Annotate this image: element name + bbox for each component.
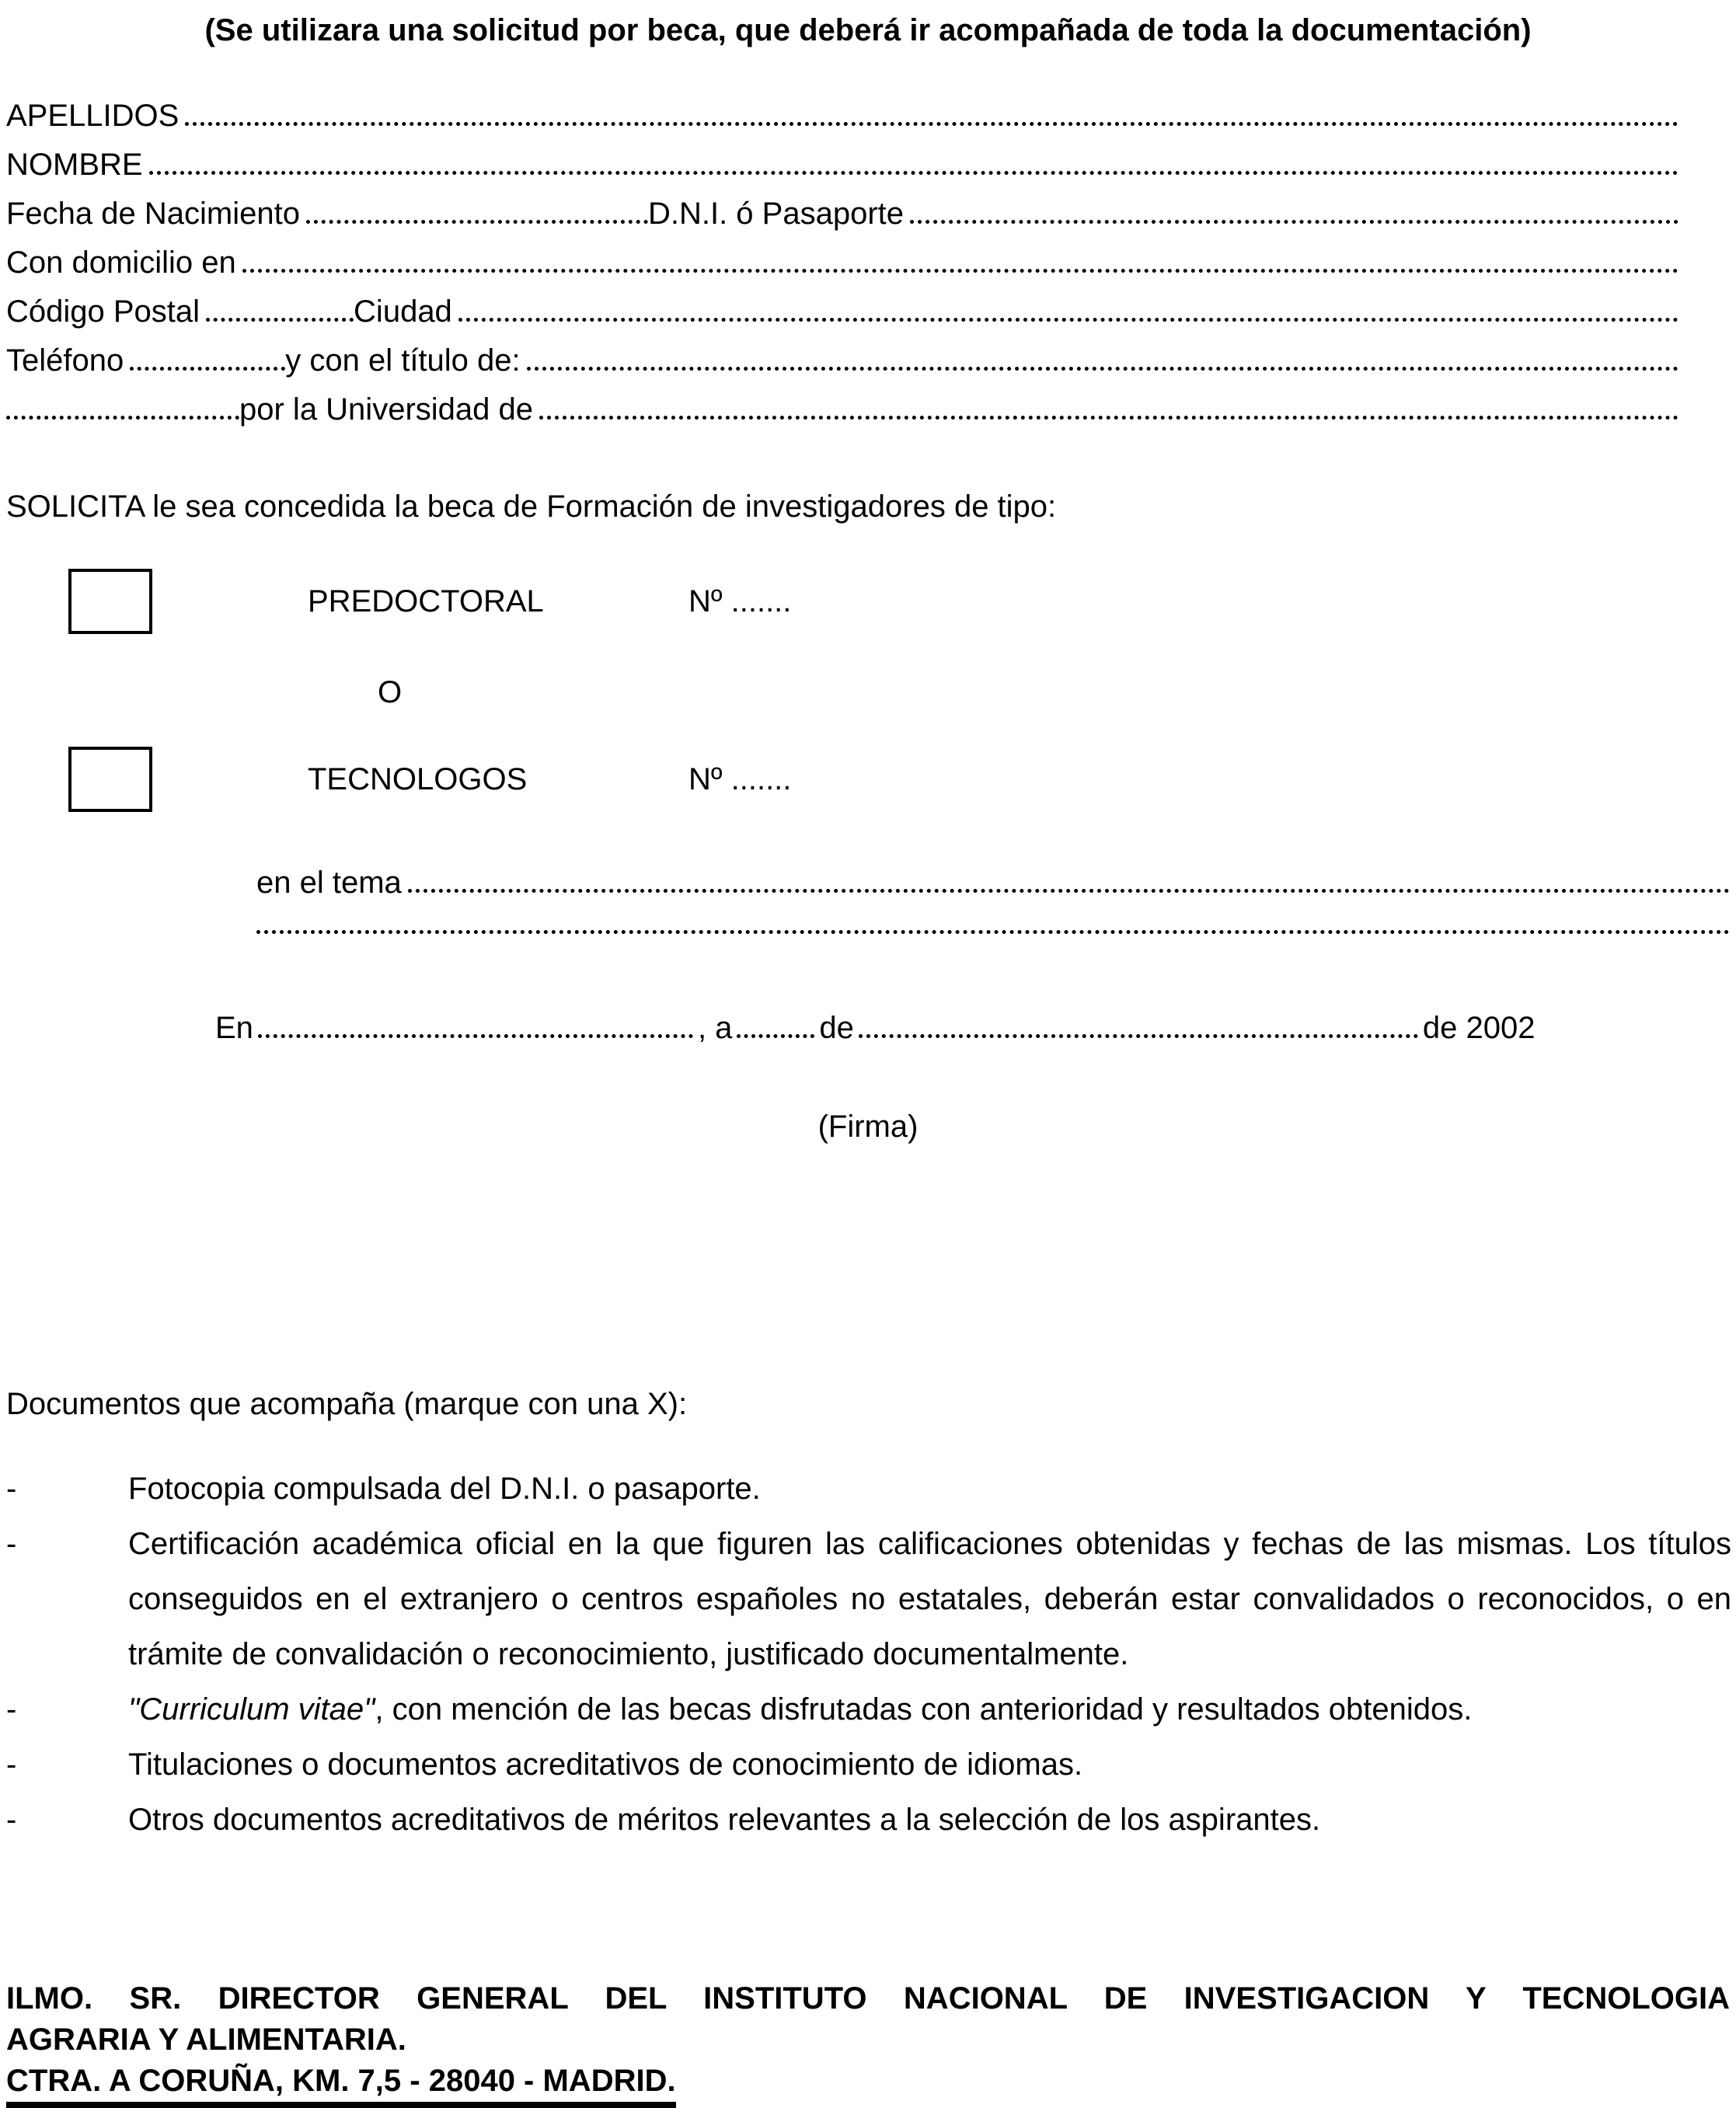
domicilio-label: Con domicilio en bbox=[6, 246, 236, 280]
tema-fill-line[interactable] bbox=[408, 887, 1730, 893]
document-item-certificacion bbox=[6, 1517, 1731, 1682]
document-item-otros bbox=[6, 1793, 1731, 1848]
day-fill-line[interactable] bbox=[737, 1032, 814, 1038]
tema-label: en el tema bbox=[256, 866, 402, 900]
document-item-fotocopia bbox=[6, 1462, 1731, 1517]
document-item-curriculum bbox=[6, 1682, 1731, 1737]
predoctoral-checkbox[interactable] bbox=[68, 569, 152, 634]
list-dash: - bbox=[6, 1527, 17, 1561]
predoctoral-option-row bbox=[68, 569, 1736, 634]
solicita-heading: SOLICITA le sea concedida la beca de Formación de investigadores de tipo: bbox=[6, 490, 1057, 524]
month-fill-line[interactable] bbox=[859, 1032, 1418, 1038]
predoctoral-numero-label[interactable]: Nº ....... bbox=[688, 584, 792, 618]
applicant-fields bbox=[6, 92, 1678, 434]
universidad-label: por la Universidad de bbox=[239, 392, 533, 427]
titulo-continued-fill-line[interactable] bbox=[6, 413, 239, 420]
ciudad-label: Ciudad bbox=[354, 294, 452, 329]
list-dash: - bbox=[6, 1692, 17, 1726]
dni-pasaporte-label: D.N.I. ó Pasaporte bbox=[647, 197, 905, 231]
document-item-text: Certificación académica oficial en la que figuren las calificaciones obtenidas y fechas de las mismas. Los títulos conseguidos en el extranjero o centros españoles no estatales, deberán estar convalidados o reconocidos, o en trámite de convalidación o reconocimiento, justificado documentalmente. bbox=[128, 1527, 1731, 1671]
tecnologos-checkbox[interactable] bbox=[68, 747, 152, 812]
document-item-text: Titulaciones o documentos acreditativos de conocimiento de idiomas. bbox=[128, 1747, 1083, 1782]
ciudad-fill-line[interactable] bbox=[458, 315, 1678, 322]
field-row-nombre bbox=[6, 141, 1678, 190]
tema-row bbox=[256, 859, 1730, 908]
place-fill-line[interactable] bbox=[258, 1032, 693, 1038]
codigo-postal-label: Código Postal bbox=[6, 294, 200, 329]
fecha-nacimiento-label: Fecha de Nacimiento bbox=[6, 197, 300, 231]
universidad-fill-line[interactable] bbox=[539, 413, 1678, 420]
date-de-label: de bbox=[819, 1011, 854, 1045]
addressee-address: CTRA. A CORUÑA, KM. 7,5 - 28040 - MADRID. bbox=[6, 2061, 676, 2108]
list-dash: - bbox=[6, 1803, 17, 1837]
field-row-telefono-titulo bbox=[6, 336, 1678, 385]
curriculum-vitae-rest: , con mención de las becas disfrutadas con anterioridad y resultados obtenidos. bbox=[375, 1692, 1473, 1726]
field-row-universidad bbox=[6, 385, 1678, 434]
date-year-label: de 2002 bbox=[1422, 1011, 1536, 1045]
fecha-nacimiento-fill-line[interactable] bbox=[306, 218, 648, 224]
nombre-fill-line[interactable] bbox=[149, 169, 1678, 175]
titulo-fill-line[interactable] bbox=[527, 364, 1678, 371]
nombre-label: NOMBRE bbox=[6, 148, 143, 182]
telefono-label: Teléfono bbox=[6, 343, 124, 378]
form-title: (Se utilizara una solicitud por beca, que deberá ir acompañada de toda la documentación) bbox=[204, 13, 1532, 47]
domicilio-fill-line[interactable] bbox=[242, 267, 1678, 273]
field-row-domicilio bbox=[6, 239, 1678, 287]
addressee-line-2: AGRARIA Y ALIMENTARIA. bbox=[6, 2023, 406, 2057]
predoctoral-label: PREDOCTORAL bbox=[308, 584, 544, 618]
list-dash: - bbox=[6, 1472, 17, 1506]
documents-heading: Documentos que acompaña (marque con una X): bbox=[6, 1387, 688, 1421]
tecnologos-label: TECNOLOGOS bbox=[308, 761, 528, 796]
apellidos-label: APELLIDOS bbox=[6, 99, 180, 133]
tema-fill-line-2[interactable] bbox=[256, 928, 1730, 934]
field-row-apellidos bbox=[6, 92, 1678, 141]
list-dash: - bbox=[6, 1747, 17, 1782]
tecnologos-option-row bbox=[68, 747, 1736, 812]
curriculum-vitae-italic: "Curriculum vitae" bbox=[128, 1692, 375, 1726]
document-item-text: Fotocopia compulsada del D.N.I. o pasaporte. bbox=[128, 1472, 761, 1506]
or-separator: O bbox=[378, 675, 403, 709]
document-item-text bbox=[128, 1682, 1731, 1737]
document-item-titulaciones bbox=[6, 1737, 1731, 1793]
documents-list bbox=[6, 1462, 1731, 1848]
dni-pasaporte-fill-line[interactable] bbox=[910, 218, 1678, 224]
codigo-postal-fill-line[interactable] bbox=[206, 315, 354, 322]
addressee-line-1: ILMO. SR. DIRECTOR GENERAL DEL INSTITUTO NACIONAL DE INVESTIGACION Y TECNOLOGIA bbox=[6, 1981, 1730, 2016]
field-row-nacimiento-dni bbox=[6, 190, 1678, 239]
date-en-label: En bbox=[215, 1011, 253, 1045]
place-date-row bbox=[215, 1004, 1736, 1053]
telefono-fill-line[interactable] bbox=[130, 364, 285, 371]
apellidos-fill-line[interactable] bbox=[185, 120, 1678, 126]
document-item-text: Otros documentos acreditativos de méritos relevantes a la selección de los aspirantes. bbox=[128, 1803, 1321, 1837]
firma-label: (Firma) bbox=[817, 1110, 919, 1144]
date-a-label: , a bbox=[697, 1011, 733, 1045]
field-row-postal-ciudad bbox=[6, 287, 1678, 336]
addressee-footer bbox=[6, 1978, 1730, 2108]
titulo-label: y con el título de: bbox=[285, 343, 521, 378]
tecnologos-numero-label[interactable]: Nº ....... bbox=[688, 761, 792, 796]
